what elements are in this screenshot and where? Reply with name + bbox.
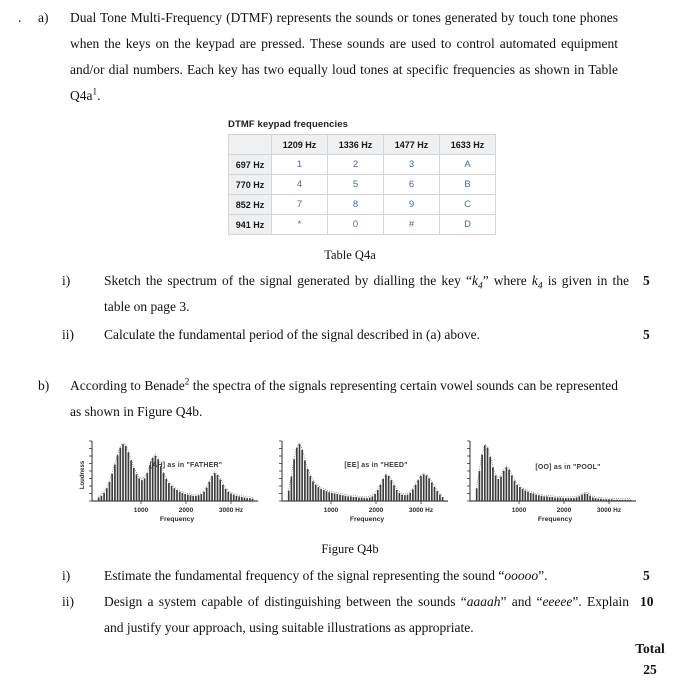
- item-i-text-2: ” where: [482, 273, 532, 288]
- svg-text:2000: 2000: [368, 507, 384, 514]
- table-cell: 5: [328, 175, 384, 195]
- item-i-text-3: is given in the table on page 3.: [104, 273, 629, 314]
- table-cell: 9: [384, 195, 440, 215]
- item-i-text-1: Sketch the spectrum of the signal generated by dialling the key “: [104, 273, 472, 288]
- total-marks-block: [625, 638, 675, 680]
- part-b-item-ii: [62, 589, 637, 641]
- b-item-ii-text-1: Design a system capable of distinguishing between the sounds “: [104, 594, 467, 609]
- part-a-item-ii-marks: 5: [643, 327, 650, 342]
- part-a-item-ii-text: Calculate the fundamental period of the signal described in (a) above.: [104, 327, 480, 342]
- part-a-item-i-marks: 5: [643, 273, 650, 288]
- dtmf-table: [228, 134, 496, 235]
- svg-text:3000 Hz: 3000 Hz: [218, 507, 244, 514]
- svg-text:[OO] as in "POOL": [OO] as in "POOL": [535, 464, 601, 471]
- table-cell: 3: [384, 155, 440, 175]
- b-item-ii-text-3: ”. Explain and justify your approach, using suitable illustrations as appropriate.: [104, 594, 629, 635]
- table-cell: C: [440, 195, 496, 215]
- part-a-footnote-ref: 1: [92, 86, 98, 97]
- part-b-item-ii-text: [104, 589, 629, 641]
- spectrum-chart-ah: [78, 437, 263, 532]
- part-b-item-ii-marks: 10: [640, 594, 654, 609]
- part-b-item-i-marks: 5: [643, 568, 650, 583]
- table-row: [229, 215, 496, 235]
- table-cell: D: [440, 215, 496, 235]
- table-cell: 7: [272, 195, 328, 215]
- svg-text:Loudness: Loudness: [80, 460, 86, 490]
- spectrum-chart-ee: [268, 437, 453, 532]
- svg-text:1000: 1000: [511, 507, 527, 514]
- table-cell: A: [440, 155, 496, 175]
- part-a-text-tail: .: [97, 88, 101, 103]
- table-row-header: 852 Hz: [229, 195, 272, 215]
- vowel-spectra-figures: [0, 437, 700, 532]
- table-cell: 1: [272, 155, 328, 175]
- part-a-text-main: Dual Tone Multi-Frequency (DTMF) represents the sounds or tones generated by touch tone phones when the keys on the keypad are pressed. These sounds are used to control automated equipment and/or dial numbers. Each key has two equally loud tones at specific frequencies as shown in Table Q4a: [70, 10, 618, 103]
- table-row: [229, 175, 496, 195]
- table-cell: #: [384, 215, 440, 235]
- part-b-item-i: [62, 563, 637, 589]
- table-row: [229, 155, 496, 175]
- table-cell: 2: [328, 155, 384, 175]
- table-cell: 8: [328, 195, 384, 215]
- item-i-var-1: $k_4$: [471, 273, 483, 292]
- b-item-i-sound: ooooo: [504, 568, 539, 583]
- part-a-item-ii: [62, 322, 637, 348]
- table-col-header: 1477 Hz: [384, 135, 440, 155]
- table-cell: B: [440, 175, 496, 195]
- svg-text:3000 Hz: 3000 Hz: [596, 507, 622, 514]
- table-header-row: [229, 135, 496, 155]
- figure-caption: Figure Q4b: [321, 542, 379, 556]
- total-value: 25: [643, 662, 657, 677]
- dtmf-table-title: DTMF keypad frequencies: [228, 119, 349, 130]
- dtmf-table-block: [228, 119, 496, 235]
- part-b-text-tail: the spectra of the signals representing certain vowel sounds can be represented as shown in Figure Q4b.: [70, 378, 618, 419]
- b-item-ii-sound-1: aaaah: [466, 594, 501, 609]
- table-corner-cell: [229, 135, 272, 155]
- part-a-item-ii-marker: ii): [62, 327, 74, 342]
- table-col-header: 1336 Hz: [328, 135, 384, 155]
- table-row: [229, 195, 496, 215]
- lead-dot: .: [18, 10, 22, 25]
- part-a-text: [70, 5, 618, 109]
- table-cell: 6: [384, 175, 440, 195]
- table-row-header: 941 Hz: [229, 215, 272, 235]
- part-b-footnote-ref: 2: [184, 376, 190, 387]
- total-label: Total: [635, 641, 665, 656]
- svg-text:Frequency: Frequency: [537, 516, 573, 523]
- part-b-marker: b): [38, 378, 50, 393]
- svg-text:1000: 1000: [323, 507, 339, 514]
- question-part-a: [38, 5, 638, 109]
- part-b-text: [70, 373, 618, 425]
- part-b-item-i-text: [104, 563, 629, 589]
- b-item-i-text-2: ”.: [538, 568, 548, 583]
- svg-text:2000: 2000: [556, 507, 572, 514]
- table-row-header: 697 Hz: [229, 155, 272, 175]
- svg-text:[EE] as in "HEED": [EE] as in "HEED": [344, 462, 408, 469]
- table-cell: 0: [328, 215, 384, 235]
- part-a-item-i-marker: i): [62, 273, 71, 288]
- spectrum-chart-oo: [456, 437, 641, 532]
- table-col-header: 1633 Hz: [440, 135, 496, 155]
- part-b-item-ii-marker: ii): [62, 594, 74, 609]
- part-a-marker: a): [38, 10, 49, 25]
- b-item-ii-sound-2: eeeee: [542, 594, 573, 609]
- svg-text:3000 Hz: 3000 Hz: [408, 507, 434, 514]
- table-row-header: 770 Hz: [229, 175, 272, 195]
- svg-text:Frequency: Frequency: [159, 516, 195, 523]
- part-a-item-i: [62, 268, 637, 320]
- b-item-i-text-1: Estimate the fundamental frequency of the signal representing the sound “: [104, 568, 505, 583]
- part-b-text-main: According to Benade: [70, 378, 185, 393]
- table-cell: 4: [272, 175, 328, 195]
- b-item-ii-text-2: ” and “: [500, 594, 543, 609]
- table-caption: Table Q4a: [324, 248, 376, 262]
- svg-text:Frequency: Frequency: [349, 516, 385, 523]
- table-cell: *: [272, 215, 328, 235]
- part-a-item-i-text: [104, 268, 629, 320]
- svg-text:[AH] as in "FATHER": [AH] as in "FATHER": [149, 462, 223, 469]
- question-part-b: [38, 373, 638, 425]
- table-col-header: 1209 Hz: [272, 135, 328, 155]
- part-b-item-i-marker: i): [62, 568, 71, 583]
- item-i-var-2: $k_4$: [531, 273, 543, 292]
- svg-text:1000: 1000: [133, 507, 149, 514]
- svg-text:2000: 2000: [178, 507, 194, 514]
